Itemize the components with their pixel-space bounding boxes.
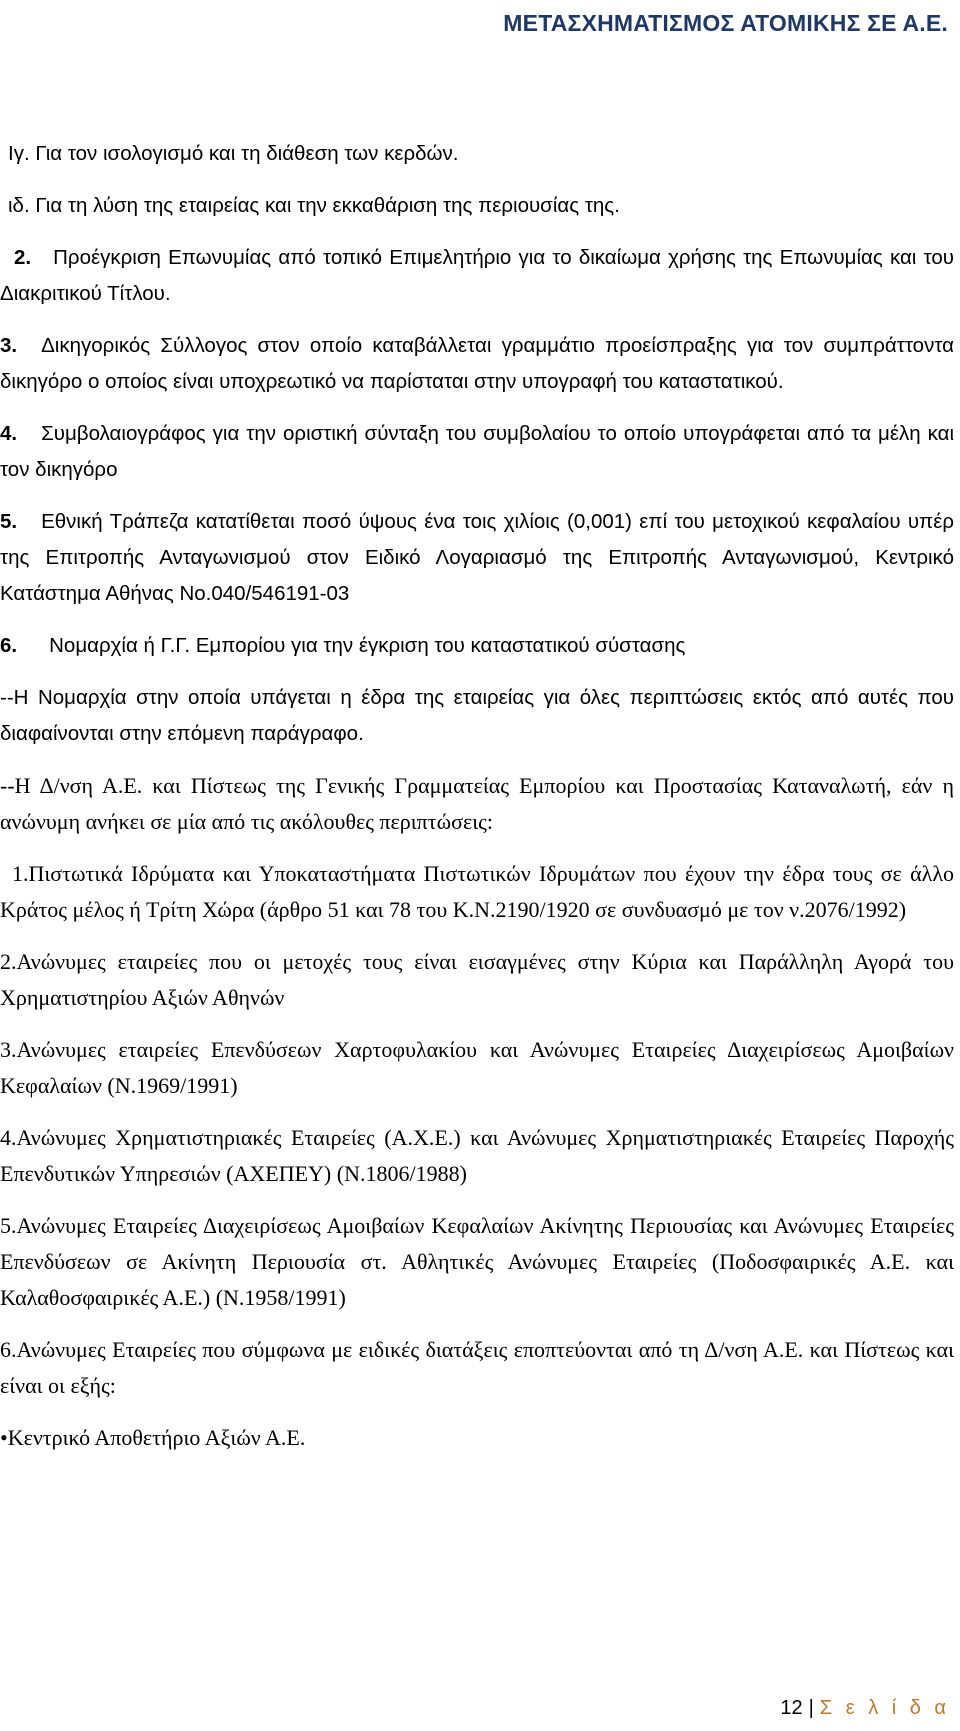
paragraph-iy: Ιγ. Για τον ισολογισμό και τη διάθεση των κερδών. (8, 142, 459, 165)
page-footer (780, 1697, 950, 1720)
paragraph-3-number: 3. (0, 334, 18, 357)
paragraph-3-text: Δικηγορικός Σύλλογος στον οποίο καταβάλλεται γραμμάτιο προείσπραξης για τον συμπράττοντα δικηγόρο ο οποίος είναι υποχρεωτικό να παρίσταται στην υπογραφή του καταστατικού. (0, 334, 954, 393)
case-4: 4.Ανώνυμες Χρηματιστηριακές Εταιρείες (Α.Χ.Ε.) και Ανώνυμες Χρηματιστηριακές Εταιρείες Παροχής Επενδυτικών Υπηρεσιών (ΑΧΕΠΕΥ) (Ν.1806/1988) (0, 1125, 954, 1186)
case-6: 6.Ανώνυμες Εταιρείες που σύμφωνα με ειδικές διατάξεις εποπτεύονται από τη Δ/νση Α.Ε. και Πίστεως και είναι οι εξής: (0, 1337, 954, 1398)
paragraph-6-text: Νομαρχία ή Γ.Γ. Εμπορίου για την έγκριση του καταστατικού σύστασης (49, 634, 686, 657)
paragraph-dnsi: --Η Δ/νση Α.Ε. και Πίστεως της Γενικής Γραμματείας Εμπορίου και Προστασίας Καταναλωτή, εάν η ανώνυμη ανήκει σε μία από τις ακόλουθες περιπτώσεις: (0, 773, 954, 834)
paragraph-6-number: 6. (0, 634, 18, 657)
page-word: Σ ε λ ί δ α (819, 1697, 950, 1719)
paragraph-2-number: 2. (14, 246, 32, 269)
page-number: 12 (780, 1697, 803, 1719)
case-3: 3.Ανώνυμες εταιρείες Επενδύσεων Χαρτοφυλακίου και Ανώνυμες Εταιρείες Διαχειρίσεως Αμοιβαίων Κεφαλαίων (Ν.1969/1991) (0, 1037, 954, 1098)
paragraph-nomarxia: --Η Νομαρχία στην οποία υπάγεται η έδρα της εταιρείας για όλες περιπτώσεις εκτός από αυτές που διαφαίνονται στην επόμενη παράγραφο. (0, 686, 954, 745)
paragraph-id: ιδ. Για τη λύση της εταιρείας και την εκκαθάριση της περιουσίας της. (8, 194, 620, 217)
paragraph-4 (0, 416, 954, 488)
bullet-item: •Κεντρικό Αποθετήριο Αξιών Α.Ε. (0, 1425, 306, 1450)
paragraph-6 (0, 628, 954, 664)
paragraph-3 (0, 328, 954, 400)
paragraph-5-number: 5. (0, 510, 18, 533)
document-body (0, 136, 954, 1456)
paragraph-2 (0, 240, 954, 312)
paragraph-5-text: Εθνική Τράπεζα κατατίθεται ποσό ύψους ένα τοις χιλίοις (0,001) επί του μετοχικού κεφαλαίου υπέρ της Επιτροπής Ανταγωνισμού στον Ειδικό Λογαριασμό της Επιτροπής Ανταγωνισμού, Κεντρικό Κατάστημα Αθήνας Νο.040/546191-03 (0, 510, 954, 605)
paragraph-4-text: Συμβολαιογράφος για την οριστική σύνταξη του συμβολαίου το οποίο υπογράφεται από τα μέλη και τον δικηγόρο (0, 422, 954, 481)
paragraph-4-number: 4. (0, 422, 18, 445)
case-2: 2.Ανώνυμες εταιρείες που οι μετοχές τους είναι εισαγμένες στην Κύρια και Παράλληλη Αγορά του Χρηματιστηρίου Αξιών Αθηνών (0, 949, 954, 1010)
document-header-title: ΜΕΤΑΣΧΗΜΑΤΙΣΜΟΣ ΑΤΟΜΙΚΗΣ ΣΕ Α.Ε. (503, 10, 948, 36)
case-1: 1.Πιστωτικά Ιδρύματα και Υποκαταστήματα Πιστωτικών Ιδρυμάτων που έχουν την έδρα τους σε άλλο Κράτος μέλος ή Τρίτη Χώρα (άρθρο 51 και 78 του Κ.Ν.2190/1920 σε συνδυασμό με τον ν.2076/1992) (0, 861, 954, 922)
footer-separator: | (808, 1697, 814, 1719)
case-5: 5.Ανώνυμες Εταιρείες Διαχειρίσεως Αμοιβαίων Κεφαλαίων Ακίνητης Περιουσίας και Ανώνυμες Εταιρείες Επενδύσεων σε Ακίνητη Περιουσία στ. Αθλητικές Ανώνυμες Εταιρείες (Ποδοσφαιρικές Α.Ε. και Καλαθοσφαιρικές Α.Ε.) (Ν.1958/1991) (0, 1213, 954, 1310)
paragraph-5 (0, 504, 954, 612)
paragraph-2-text: Προέγκριση Επωνυμίας από τοπικό Επιμελητήριο για το δικαίωμα χρήσης της Επωνυμίας και του Διακριτικού Τίτλου. (0, 246, 954, 305)
